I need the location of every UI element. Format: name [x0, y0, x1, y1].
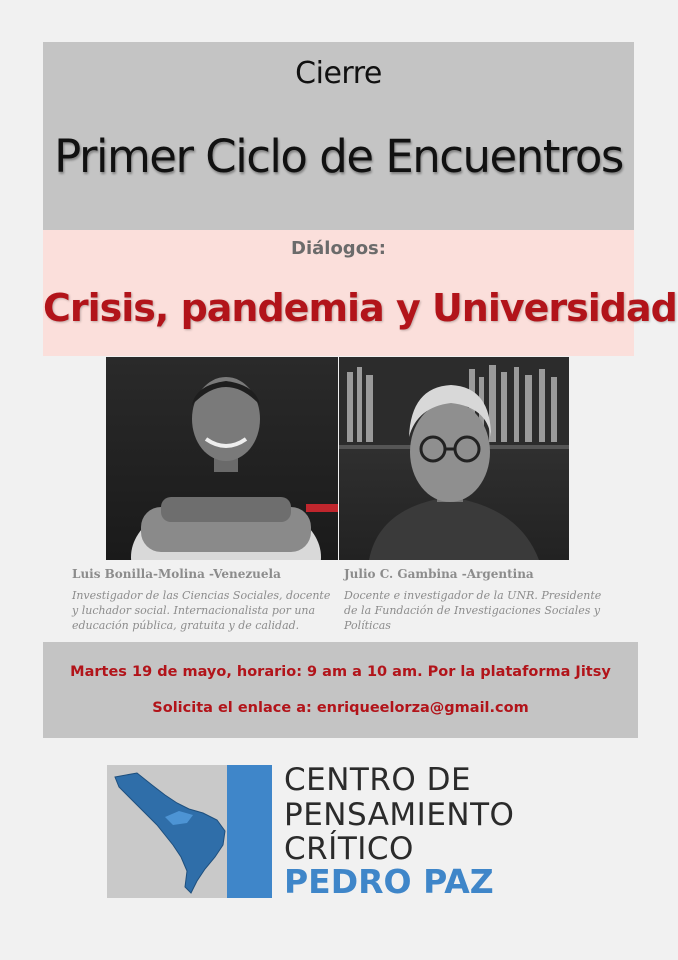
speaker-name-left: Luis Bonilla-Molina -Venezuela — [72, 567, 281, 581]
event-schedule: Martes 19 de mayo, horario: 9 am a 10 am. Por la plataforma Jitsy — [70, 664, 611, 680]
speaker-photo-left — [106, 357, 338, 560]
speaker-photo-right — [339, 357, 569, 560]
dialogue-label: Diálogos: — [291, 238, 386, 259]
speaker-bio-line: educación pública, gratuita y de calidad. — [72, 619, 300, 632]
logo-line-2: PENSAMIENTO — [284, 797, 515, 833]
topic-band — [43, 230, 677, 356]
logo-line-4: PEDRO PAZ — [284, 862, 494, 901]
speaker-bio-line: Políticas — [344, 619, 391, 632]
topic-title: Crisis, pandemia y Universidad — [43, 286, 677, 330]
logo-line-1: CENTRO DE — [284, 762, 472, 798]
logo-line-3: CRÍTICO — [284, 831, 414, 867]
event-contact: Solicita el enlace a: enriqueelorza@gmail.com — [152, 700, 529, 716]
speaker-name-right: Julio C. Gambina -Argentina — [344, 567, 534, 581]
header-kicker: Cierre — [295, 56, 382, 91]
header-banner — [43, 42, 634, 230]
page-title: Primer Ciclo de Encuentros — [54, 130, 623, 183]
event-info-box — [43, 642, 638, 738]
speaker-bio-line: y luchador social. Internacionalista por una — [72, 604, 316, 617]
speaker-bio-line: Docente e investigador de la UNR. Presidente — [344, 589, 602, 602]
speaker-bio-left — [72, 588, 330, 633]
latin-america-map-logo — [107, 765, 272, 898]
speaker-bio-line: Investigador de las Ciencias Sociales, docente — [72, 589, 331, 602]
speaker-bio-line: de la Fundación de Investigaciones Sociales y — [344, 604, 601, 617]
speaker-bio-right — [344, 588, 601, 633]
